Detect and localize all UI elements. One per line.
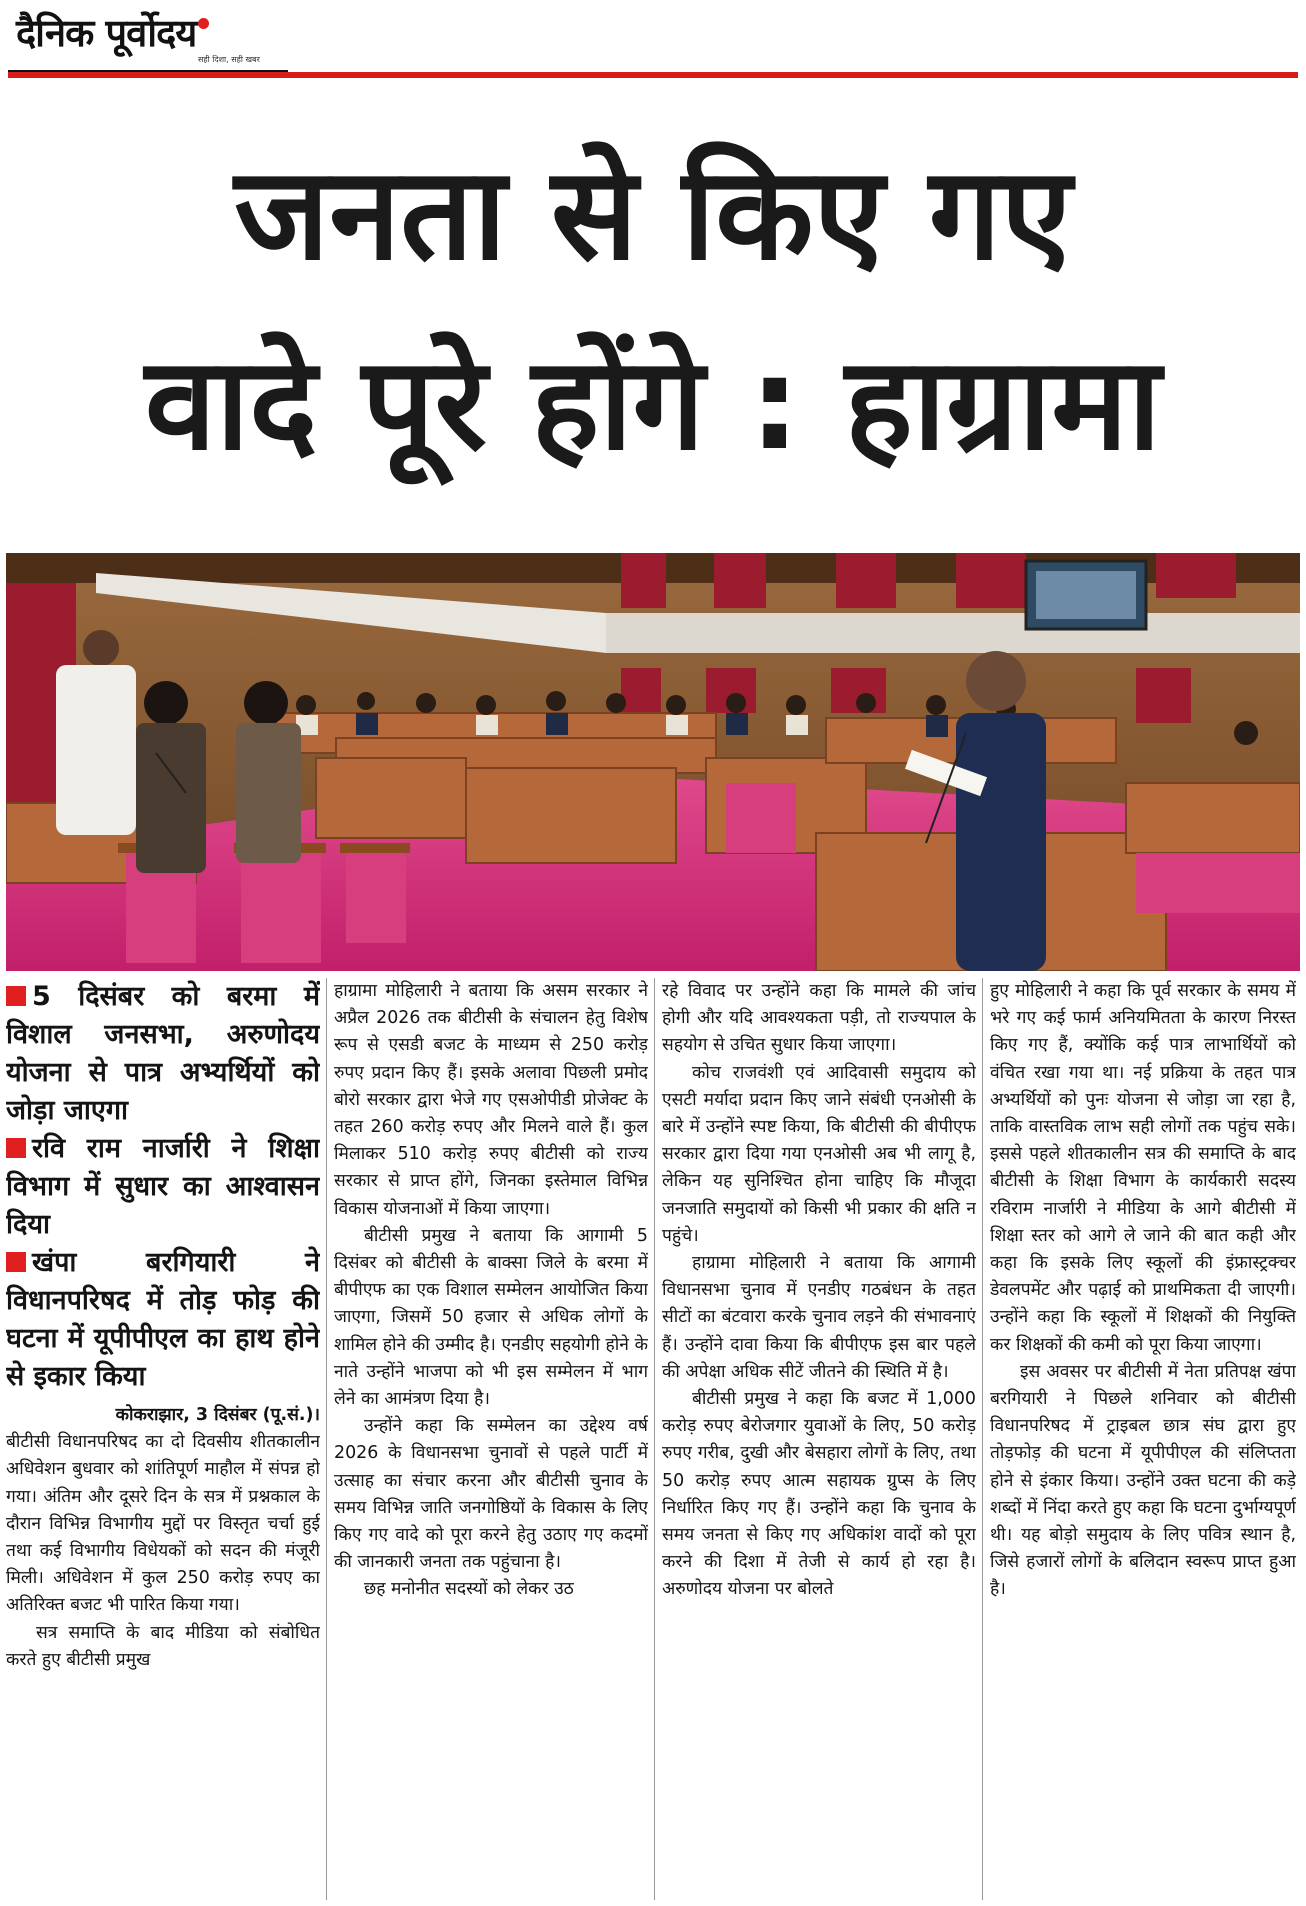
article-paragraph: बीटीसी विधानपरिषद का दो दिवसीय शीतकालीन अधिवेशन बुधवार को शांतिपूर्ण माहौल में संपन्न हो गया। अंतिम और दूसरे दिन के सत्र में प्रश्नकाल के दौरान विभिन्न विभागीय मुद्दों पर विस्तृत चर्चा हुई तथा कई विभागीय विधेयकों को सदन की मंजूरी मिली। अधिवेशन में कुल 250 करोड़ रुपए का अतिरिक्त बजट भी पारित किया गया। [6,1432,320,1616]
masthead-rule-red [8,72,1298,78]
article-paragraph: हाग्रामा मोहिलारी ने बताया कि आगामी विधानसभा चुनाव में एनडीए गठबंधन के तहत सीटों का बंटवारा करके चुनाव लड़ने की संभावनाएं हैं। उन्होंने दावा किया कि बीपीएफ इस बार पहले की अपेक्षा अधिक सीटें जीतने की स्थिति में है। [662,1253,976,1382]
highlight-text: खंपा बरगियारी ने विधानपरिषद में तोड़ फोड़ की घटना में यूपीपीएल का हाथ होने से इकार किया [6,1247,320,1392]
column-divider [654,978,655,1900]
article-column-1 [6,978,320,1900]
article-paragraph: उन्होंने कहा कि सम्मेलन का उद्देश्य वर्ष 2026 के विधानसभा चुनावों से पहले पार्टी में उत्साह का संचार करना और बीटीसी चुनाव के समय विभिन्न जाति जनगोष्ठियों के विकास के लिए किए गए वादे को पूरा करने हेतु उठाए गए कदमों की जानकारी जनता तक पहुंचाना है। [334,1416,648,1573]
assembly-hall-illustration [6,553,1300,971]
newspaper-logo[interactable] [16,10,209,70]
highlights-box [6,978,320,1396]
dateline-text: कोकराझार, 3 दिसंबर (पू.सं.)। [115,1405,320,1425]
headline-line-1: जनता से किए गए [234,140,1072,289]
highlight-item [6,1244,320,1396]
masthead-tagline: सही दिशा, सही खबर [198,55,260,64]
highlight-item [6,978,320,1130]
article-column-2 [334,978,648,1900]
column-divider [326,978,327,1900]
article-paragraph: हाग्रामा मोहिलारी ने बताया कि असम सरकार ने अप्रैल 2026 तक बीटीसी के संचालन हेतु विशेष रूप से एसडी बजट के माध्यम से 250 करोड़ रुपए प्रदान किए हैं। इसके अलावा पिछली प्रमोद बोरो सरकार द्वारा भेजे गए एसओपीडी प्रोजेक्ट के तहत 260 करोड़ रुपए और मिलने वाले हैं। कुल मिलाकर 510 करोड़ रुपए बीटीसी को राज्य सरकार से प्राप्त होंगे, जिनका इस्तेमाल विभिन्न विकास योजनाओं में किया जाएगा। [334,981,648,1219]
article-paragraph: हुए मोहिलारी ने कहा कि पूर्व सरकार के समय में भरे गए कई फार्म अनियमितता के कारण निरस्त किए गए हैं, क्योंकि कई पात्र लाभार्थियों को वंचित रखा गया था। नई प्रक्रिया के तहत पात्र अभ्यर्थियों को पुनः योजना से जोड़ा जा रहा है, ताकि वास्तविक लाभ सही लोगों तक पहुंच सके। इससे पहले शीतकालीन सत्र की समाप्ति के बाद बीटीसी के शिक्षा विभाग के कार्यकारी सदस्य रविराम नार्जारी ने मीडिया के आगे बीटीसी में शिक्षा स्तर को आगे ले जाने की बात कही और कहा कि इसके लिए स्कूलों की इंफ्रास्ट्रक्चर डेवलपमेंट और पढ़ाई को प्राथमिकता दी जाएगी। उन्होंने कहा कि स्कूलों में शिक्षकों की नियुक्ति कर शिक्षकों की कमी को पूरा किया जाएगा। [990,981,1296,1355]
article-paragraph: बीटीसी प्रमुख ने बताया कि आगामी 5 दिसंबर को बीटीसी के बाक्सा जिले के बरमा में बीपीएफ का एक विशाल सम्मेलन आयोजित किया जाएगा, जिसमें 50 हजार से अधिक लोगों के शामिल होने की उम्मीद है। एनडीए सहयोगी होने के नाते उन्होंने भाजपा को भी इस सम्मेलन में भाग लेने का आमंत्रण दिया है। [334,1225,648,1410]
article-paragraph: बीटीसी प्रमुख ने कहा कि बजट में 1,000 करोड़ रुपए बेरोजगार युवाओं के लिए, 50 करोड़ रुपए गरीब, दुखी और बेसहारा लोगों के लिए, तथा 50 करोड़ रुपए आत्म सहायक ग्रुप्स के लिए निर्धारित किए गए हैं। उन्होंने कहा कि चुनाव के समय जनता से किए गए अधिकांश वादों को पूरा करने की दिशा में तेजी से कार्य हो रहा है। अरुणोदय योजना पर बोलते [662,1389,976,1600]
red-bullet-icon [6,1252,26,1272]
masthead [8,10,1298,76]
logo-text: दैनिक पूर्वोदय [16,11,197,55]
article-paragraph: कोच राजवंशी एवं आदिवासी समुदाय को एसटी मर्यादा प्रदान किए जाने संबंधी एनओसी के बारे में उन्होंने स्पष्ट किया, कि बीटीसी की बीपीएफ सरकार द्वारा दिया गया एनओसी अब भी लागू है, लेकिन यह सुनिश्चित होना चाहिए कि मौजूदा जनजाति समुदायों को किसी भी प्रकार की क्षति न पहुंचे। [662,1062,976,1246]
article-paragraph: रहे विवाद पर उन्होंने कहा कि मामले की जांच होगी और यदि आवश्यकता पड़ी, तो राज्यपाल के सहयोग से उचित सुधार किया जाएगा। [662,981,976,1056]
highlight-item [6,1130,320,1244]
highlight-text: रवि राम नार्जारी ने शिक्षा विभाग में सुधार का आश्वासन दिया [6,1133,320,1240]
highlight-text: 5 दिसंबर को बरमा में विशाल जनसभा, अरुणोदय योजना से पात्र अभ्यर्थियों को जोड़ा जाएगा [6,981,320,1126]
article-paragraph: सत्र समाप्ति के बाद मीडिया को संबोधित करते हुए बीटीसी प्रमुख [6,1622,320,1670]
dateline [6,1402,320,1429]
article-paragraph: इस अवसर पर बीटीसी में नेता प्रतिपक्ष खंपा बरगियारी ने पिछले शनिवार को बीटीसी विधानपरिषद में ट्राइबल छात्र संघ द्वारा हुए तोड़फोड़ की घटना में यूपीपीएल की संलिप्तता होने से इंकार किया। उन्होंने उक्त घटना की कड़े शब्दों में निंदा करते हुए कहा कि घटना दुर्भाग्यपूर्ण थी। यह बोड़ो समुदाय के लिए पवित्र स्थान है, जिसे हजारों लोगों के बलिदान स्वरूप प्राप्त हुआ है। [990,1361,1296,1600]
headline-line-2: वादे पूरे होंगे : हाग्रामा [144,330,1162,479]
article-body [6,978,1300,1900]
logo-dot-icon [198,18,209,29]
article-column-3 [662,978,976,1900]
red-bullet-icon [6,1138,26,1158]
article-column-4 [990,978,1296,1900]
assembly-hall-photo [6,553,1300,971]
article-paragraph: छह मनोनीत सदस्यों को लेकर उठ [364,1579,574,1600]
headline [20,120,1286,520]
red-bullet-icon [6,986,26,1006]
column-divider [982,978,983,1900]
